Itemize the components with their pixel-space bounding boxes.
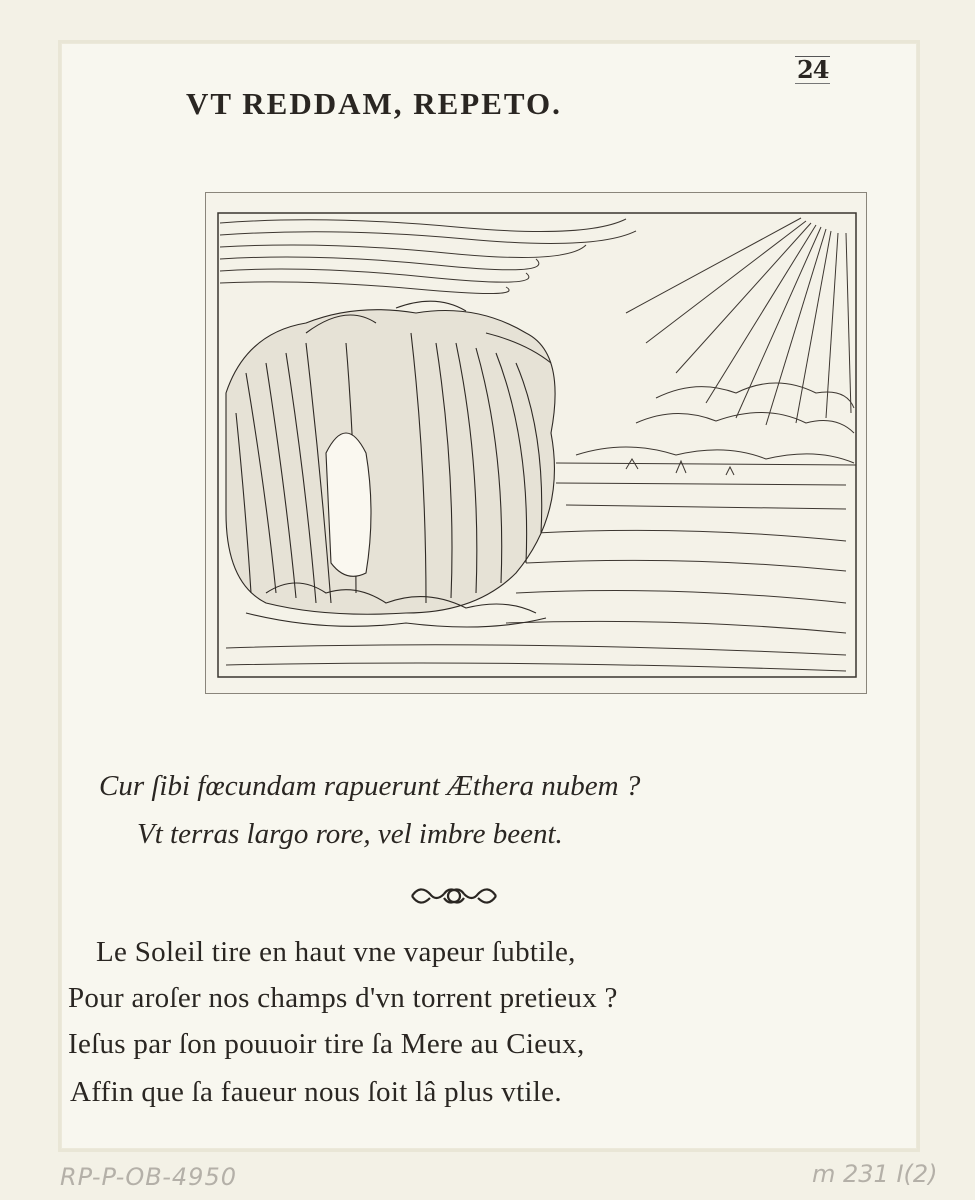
french-verse-line: Le Soleil tire en haut vne vapeur ſubtile,: [96, 936, 576, 968]
latin-verse-line: Cur ſibi fœcundam rapuerunt Æthera nubem ?: [99, 770, 641, 802]
page-number: 24: [797, 55, 829, 84]
latin-verse-line: Vt terras largo rore, vel imbre beent.: [137, 818, 563, 850]
inventory-number: RP-P-OB-4950: [60, 1163, 237, 1191]
french-verse-line: Affin que ſa faueur nous ſoit lâ plus vtile.: [70, 1076, 562, 1108]
french-verse-line: Ieſus par ſon pouuoir tire ſa Mere au Cieux,: [68, 1028, 585, 1060]
cloud-rock-landscape-engraving-icon: [206, 193, 868, 695]
catalog-reference: m 231 I(2): [812, 1160, 938, 1188]
emblem-motto: VT REDDAM, REPETO.: [186, 86, 562, 121]
fleuron-ornament-icon: [408, 880, 500, 916]
french-verse-line: Pour aroſer nos champs d'vn torrent pretieux ?: [68, 982, 618, 1014]
emblem-plate: [205, 192, 867, 694]
